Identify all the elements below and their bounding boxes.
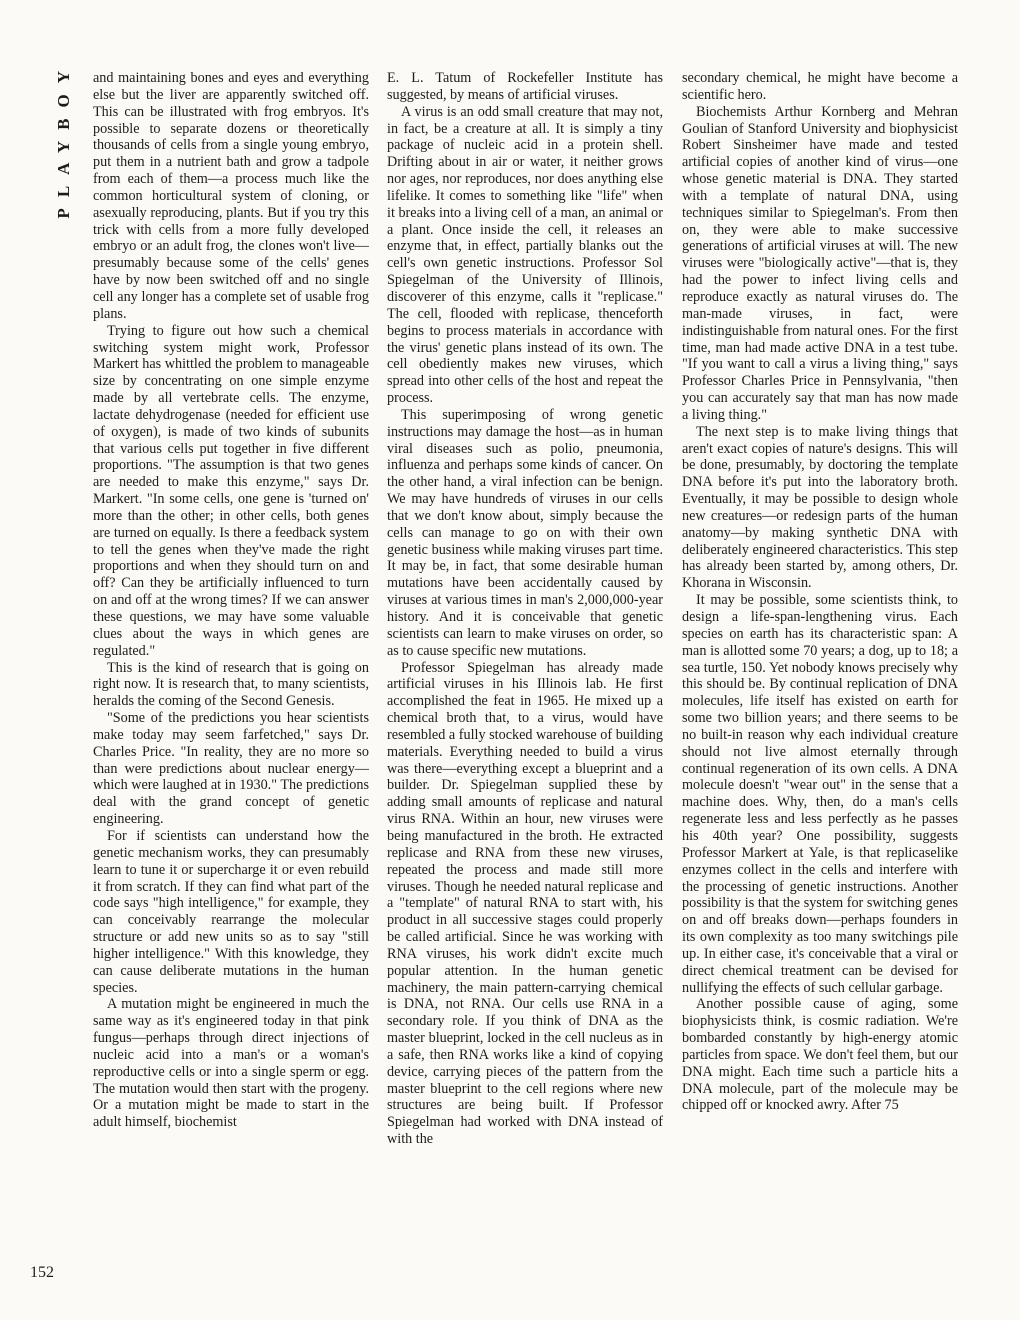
paragraph: This superimposing of wrong genetic instructions may damage the host—as in human viral diseases such as polio, pneumonia, influenza and perhaps some kinds of cancer. On the other hand, a viral infection can be benign. We may have hundreds of viruses in our cells that we don't know about, simply because the cells can manage to go on with their own genetic business while making viruses part time. It may be, in fact, that some desirable human mutations have been accidentally caused by viruses at various times in man's 2,000,000-year history. And it is conceivable that genetic scientists can learn to make viruses on order, so as to cause specific new mutations.: [387, 406, 663, 659]
paragraph: secondary chemical, he might have become a scientific hero.: [682, 70, 958, 103]
paragraph: Another possible cause of aging, some biophysicists think, is cosmic radiation. We're bombarded constantly by high-energy atomic particles from space. We don't feel them, but our DNA might. Each time such a particle hits a DNA molecule, part of the molecule may be chipped off or knocked awry. After 75: [682, 996, 958, 1114]
paragraph: A virus is an odd small creature that may not, in fact, be a creature at all. It is simply a tiny package of nucleic acid in a protein shell. Drifting about in air or water, it neither grows nor ages, nor reproduces, nor does anything else lifelike. It comes to something like "life" when it breaks into a living cell of a man, an animal or a plant. Once inside the cell, it releases an enzyme that, in effect, partially blanks out the cell's own genetic instructions. Professor Sol Spiegelman of the University of Illinois, discoverer of this enzyme, calls it "replicase." The cell, flooded with replicase, thenceforth begins to process materials in accordance with the virus' genetic plans instead of its own. The cell obediently makes new viruses, which spread into other cells of the host and repeat the process.: [387, 103, 663, 407]
paragraph: This is the kind of research that is going on right now. It is research that, to many scientists, heralds the coming of the Second Genesis.: [93, 659, 369, 710]
paragraph: Trying to figure out how such a chemical switching system might work, Professor Markert has whittled the problem to manageable size by concentrating on one simple enzyme made by all vertebrate cells. The enzyme, lactate dehydrogenase (needed for efficient use of oxygen), is made of two kinds of subunits that various cells put together in five different proportions. "The assumption is that two genes are needed to make this enzyme," says Dr. Markert. "In some cells, one gene is 'turned on' more than the other; in other cells, both genes are turned on equally. Is there a feedback system to tell the genes when they've made the right proportions and when they should turn on and off? Can they be artificially influenced to turn on and off at the wrong times? If we can answer these questions, we may have some valuable clues about the ways in which genes are regulated.": [93, 322, 369, 659]
paragraph: Professor Spiegelman has already made artificial viruses in his Illinois lab. He first accomplished the feat in 1965. He mixed up a chemical broth that, to a virus, would have resembled a fully stocked warehouse of building materials. Everything needed to build a virus was there—everything except a blueprint and a builder. Dr. Spiegelman supplied these by adding small amounts of replicase and natural virus RNA. Within an hour, new viruses were being manufactured in the broth. He extracted replicase and RNA from these new viruses, repeated the process and made still more viruses. Though he needed natural replicase and a "template" of natural RNA to start with, his product in all successive stages could properly be called artificial. Since he was working with RNA viruses, his work didn't excite much popular attention. In the human genetic machinery, the main pattern-carrying chemical is DNA, not RNA. Our cells use RNA in a secondary role. If you think of DNA as the master blueprint, locked in the cell nucleus as in a safe, then RNA works like a kind of copying device, carrying pieces of the pattern from the master blueprint to the cell regions where new structures are being built. If Professor Spiegelman had worked with DNA instead of with the: [387, 659, 663, 1148]
magazine-masthead: [44, 60, 84, 260]
text-column-3: [682, 70, 958, 1294]
paragraph: It may be possible, some scientists think, to design a life-span-lengthening virus. Each species on earth has its characteristic span: A man is allotted some 70 years; a dog, up to 18; a sea turtle, 150. Yet nobody knows precisely why this should be. By continual replication of DNA molecules, life itself has existed on earth for some two billion years; and there seems to be no built-in reason why each individual creature should not live almost eternally through continual regeneration of its own cells. A DNA molecule doesn't "wear out" in the sense that a machine does. Why, then, do a man's cells regenerate less and less perfectly as he passes his 40th year? One possibility, suggests Professor Markert at Yale, is that replicaselike enzymes collect in the cells and interfere with the processing of genetic instructions. Another possibility is that the system for switching genes on and off breaks down—perhaps founders in its own complexity as too many switchings pile up. In either case, it's conceivable that a viral or direct chemical treatment can be devised for nullifying the effects of such cellular garbage.: [682, 592, 958, 996]
paragraph: A mutation might be engineered in much the same way as it's engineered today in that pink fungus—perhaps through direct injections of nucleic acid into a man's or a woman's reproductive cells or into a single sperm or egg. The mutation would then start with the progeny. Or a mutation might be made to start in the adult himself, biochemist: [93, 996, 369, 1131]
paragraph: For if scientists can understand how the genetic mechanism works, they can presumably learn to tune it or supercharge it or even rebuild it from scratch. If they can find what part of the code says "high intelligence," for example, they can conceivably rearrange the molecular structure or add new units so as to say "still higher intelligence." With this knowledge, they can cause deliberate mutations in the human species.: [93, 827, 369, 996]
text-column-2: [387, 70, 663, 1294]
paragraph: Biochemists Arthur Kornberg and Mehran Goulian of Stanford University and biophysicist Robert Sinsheimer have made and tested artificial copies of another kind of virus—one whose genetic material is DNA. They started with a template of natural DNA, using techniques similar to Spiegelman's. From then on, they were able to make successive generations of artificial viruses at will. The new viruses were "biologically active"—that is, they had the power to infect living cells and reproduce exactly as natural viruses do. The man-made viruses, in fact, were indistinguishable from natural ones. For the first time, man had made active DNA in a test tube. "If you want to call a virus a living thing," says Professor Charles Price in Pennsylvania, "then you can accurately say that man has now made a living thing.": [682, 103, 958, 423]
paragraph: The next step is to make living things that aren't exact copies of nature's designs. This will be done, presumably, by doctoring the template DNA before it's put into the laboratory broth. Eventually, it may be possible to design whole new creatures—or redesign parts of the human anatomy—by making synthetic DNA with deliberately engineered characteristics. This step has already been started by, among others, Dr. Khorana in Wisconsin.: [682, 423, 958, 592]
text-column-1: [93, 70, 369, 1294]
masthead-text: PLAYBOY: [54, 60, 73, 219]
page-number: 152: [30, 1264, 54, 1281]
paragraph: E. L. Tatum of Rockefeller Institute has suggested, by means of artificial viruses.: [387, 70, 663, 103]
paragraph: and maintaining bones and eyes and everything else but the liver are apparently switched off. This can be illustrated with frog embryos. It's possible to separate dozens or theoretically thousands of cells from a single young embryo, put them in a nutrient bath and grow a tadpole from each of them—a process much like the common horticultural system of cloning, or asexually reproducing, plants. But if you try this trick with cells from a more fully developed embryo or an adult frog, the clones won't live—presumably because some of the cells' genes have by now been switched off and no single cell any longer has a complete set of usable frog plans.: [93, 70, 369, 322]
paragraph: "Some of the predictions you hear scientists make today may seem farfetched," says Dr. Charles Price. "In reality, they are no more so than were predictions about nuclear energy—which were laughed at in 1930." The predictions deal with the grand concept of genetic engineering.: [93, 710, 369, 828]
